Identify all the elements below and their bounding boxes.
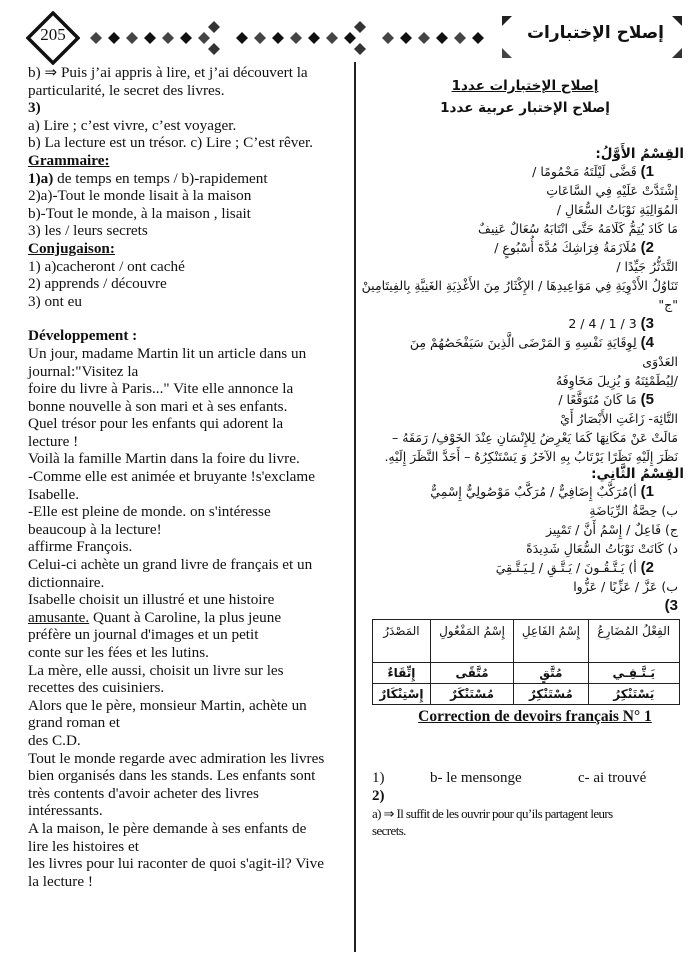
arabic-answer-line <box>366 352 684 371</box>
item-text: أ) يَـتَّـقُـونَ / يَـتَّـقِ / لِـيَـتَّـقِيَ <box>495 560 641 575</box>
text-line: Isabelle. <box>28 485 80 503</box>
item-text: "ج" <box>658 297 678 312</box>
text-line: Tout le monde regarde avec admiration les livres <box>28 749 325 767</box>
arabic-answer-line <box>366 539 684 558</box>
arabic-answer-line <box>366 295 684 314</box>
item-text: 3 / 1 / 4 / 2 <box>568 316 641 331</box>
text-line: bien organisés dans les stands. Les enfants sont <box>28 767 316 785</box>
arabic-answer-line <box>366 181 684 200</box>
arabic-answer-line <box>366 596 684 615</box>
column-divider <box>354 62 356 952</box>
text-span: Quant à Caroline, la plus jeune <box>89 608 282 626</box>
diamond-icon <box>400 32 412 44</box>
text-line: journal:"Visitez la <box>28 362 139 380</box>
diamond-icon <box>354 21 366 33</box>
answer-b: b- le mensonge <box>430 770 522 786</box>
text-line: recettes des cuisiniers. <box>28 679 165 697</box>
table-header-cell: إِسْمُ الفَاعِلِ <box>514 620 588 663</box>
text-line: La mère, elle aussi, choisit un livre sur les <box>28 661 284 679</box>
diamond-icon <box>126 32 138 44</box>
arabic-answer-line <box>366 558 684 577</box>
developpement-text-part1 <box>28 345 346 609</box>
text-line: conte sur les fées et les lutins. <box>28 644 209 661</box>
table-cell: مُتَّقٍ <box>514 663 588 684</box>
text-line: 1) a)cacheront / ont caché <box>28 257 185 275</box>
diamond-ornament-row <box>84 18 484 58</box>
table-cell: يَـتَّـقِـي <box>588 663 679 684</box>
table-cell: يَسْتَنْكِرُ <box>588 684 679 705</box>
arabic-answer-line <box>366 482 684 501</box>
text-line: Isabelle choisit un illustré et une histoire <box>28 591 275 609</box>
table-cell: مُسْتَنْكَرٌ <box>430 684 513 705</box>
header-title: إصلاح الإختبارات <box>526 23 664 43</box>
arabic-answer-line <box>366 200 684 219</box>
arabic-answer-line <box>366 314 684 333</box>
text-line: Un jour, madame Martin lit un article dans un <box>28 344 307 362</box>
arabic-answer-line <box>366 428 684 447</box>
text-line: Celui-ci achète un grand livre de français et un <box>28 556 313 574</box>
question-label: 1) <box>372 770 385 786</box>
text-line: a) Lire ; c’est vivre, c’est voyager. <box>28 116 237 134</box>
item-text: مَالَتْ عَنْ مَكَانِهَا كَمَا يَعْرِضُ لِلإِنْسَانِ عِنْدَ الخَوْفِ/ رَمَقَهُ – <box>392 430 678 445</box>
item-number: 3) <box>640 315 654 332</box>
arabic-answer-line <box>366 390 684 409</box>
text-line: A la maison, le père demande à ses enfants de <box>28 819 307 837</box>
text-line: 2)a)-Tout le monde lisait à la maison <box>28 187 252 205</box>
header-title-box <box>500 12 684 62</box>
text-line: dictionnaire. <box>28 573 105 591</box>
french-correction-title: Correction de devoirs français N° 1 <box>418 708 652 725</box>
text-line: -Comme elle est animée et bruyante !s'exclame <box>28 468 315 486</box>
text-line: lire les histoires et <box>28 837 139 855</box>
arabic-answer-line <box>366 409 684 428</box>
section-1-title: القِسْمُ الأَوَّلُ: <box>595 146 684 162</box>
item-text: المُوَالِيَةِ نَوْبَاتُ السُّعَالِ / <box>556 202 678 217</box>
diamond-icon <box>236 32 248 44</box>
text-line: les livres pour lui raconter de quoi s'agit-il? Vive <box>28 855 324 873</box>
table-cell: مُسْتَنْكِرٌ <box>514 684 588 705</box>
item-label: 1)a) <box>28 169 54 187</box>
item-text: د) كَانَتْ نَوْبَاتُ السُّعَالِ شَدِيدَةً <box>526 541 678 556</box>
item-number: 4) <box>640 334 654 351</box>
arabic-answer-line <box>366 162 684 181</box>
diamond-icon <box>344 32 356 44</box>
arabic-answer-line <box>366 333 684 352</box>
conjugaison-heading: Conjugaison: <box>28 239 115 257</box>
diamond-icon <box>144 32 156 44</box>
table-header-cell: الفِعْلُ المُضَارِعُ <box>588 620 679 663</box>
text-line: Quel trésor pour les enfants qui adorent la <box>28 415 284 433</box>
arabic-heading-1: إصلاح الإختبارات عدد1 <box>451 78 599 94</box>
table-header-row <box>373 620 680 663</box>
item-text: مُلَازَمَةُ فِرَاشِكَ مُدَّةَ أُسْبُوعٍ / <box>494 240 641 255</box>
item-number: 2) <box>640 559 654 576</box>
text-line: Voilà la famille Martin dans la foire du livre. <box>28 450 300 468</box>
underlined-word: amusante. <box>28 608 90 626</box>
item-number: 5) <box>640 391 654 408</box>
item-text: نَظَرَ إِلَيْهِ نَظَرًا يَرْتَابُ بِهِ الآخَرُ وَ يَسْتَنْكِرُهُ – أَحَدَّ النَّظَرَ إِلَيْهِ. <box>384 449 678 464</box>
grammaire-heading: Grammaire: <box>28 151 110 169</box>
diamond-icon <box>290 32 302 44</box>
developpement-text-part2 <box>28 626 346 890</box>
table-cell: إِتِّقَاءٌ <box>373 663 431 684</box>
arabic-answer-line <box>366 520 684 539</box>
diamond-icon <box>208 43 220 55</box>
diamond-icon <box>308 32 320 44</box>
item-text: إِشْتَدَّتْ عَلَيْهِ فِي السَّاعَاتِ <box>546 183 678 198</box>
item-text: ب) عَزَّ / عَزِّيًا / عَزُّوا <box>573 579 678 594</box>
developpement-heading: Développement : <box>28 327 138 345</box>
item-text: /لِيُطَمْئِنَهُ وَ يُزِيلَ مَخَاوِفَهُ <box>555 373 678 388</box>
diamond-icon <box>454 32 466 44</box>
question-label: 3) <box>28 99 41 117</box>
question-label: 2) <box>372 787 385 804</box>
diamond-icon <box>326 32 338 44</box>
diamond-icon <box>198 32 210 44</box>
arabic-heading-2: إصلاح الإختبار عربية عدد1 <box>440 100 610 116</box>
text-line: affirme François. <box>28 538 133 556</box>
arabic-answer-line <box>361 276 684 295</box>
text-line: grand roman et <box>28 714 120 732</box>
item-text: ج) فَاعِلٌ / إِسْمُ أَنَّ / تَمْيِيز <box>546 522 678 537</box>
diamond-icon <box>418 32 430 44</box>
arabic-answer-line <box>366 257 684 276</box>
item-text: مَا كَانَ مُتَوَقَّعًا / <box>558 392 641 407</box>
page-number: 205 <box>40 25 66 44</box>
item-text: أ)مُرَكَّبٌ إِضَافِيٌّ / مُرَكَّبٌ مَوْصُولِيٌّ إِسْمِيٌّ <box>430 484 641 499</box>
diamond-icon <box>382 32 394 44</box>
text-line <box>28 609 346 627</box>
arabic-answer-line <box>366 447 684 466</box>
table-header-cell: المَصْدَرُ <box>373 620 431 663</box>
text-line: b)-Tout le monde, à la maison , lisait <box>28 204 251 222</box>
table-row <box>373 684 680 705</box>
text-line: 2) apprends / découvre <box>28 275 167 293</box>
item-number: 3) <box>664 597 678 614</box>
table-cell: مُتَّقًى <box>430 663 513 684</box>
diamond-icon <box>108 32 120 44</box>
text-line: beaucoup à la lecture! <box>28 520 162 538</box>
diamond-icon <box>272 32 284 44</box>
table-cell: إِسْتِنْكَارٌ <box>373 684 431 705</box>
text-line: b) ⇒ Puis j’ai appris à lire, et j’ai découvert la <box>28 64 308 81</box>
item-text: لِوِقَايَةِ نَفْسِهِ وَ المَرْضَى الَّذِينَ سَيَفْحَصُهُمْ مِنَ <box>409 335 641 350</box>
text-line: la lecture ! <box>28 872 93 890</box>
item-text: العَدْوَى <box>642 354 678 369</box>
french-q1-line <box>366 770 684 788</box>
text-line: bonne nouvelle à son mari et à ses enfants. <box>28 397 288 415</box>
text-line: a) ⇒ Il suffit de les ouvrir pour qu’ils partagent leurs <box>372 806 613 822</box>
item-number: 1) <box>640 163 654 180</box>
answer-c: c- ai trouvé <box>578 770 647 786</box>
left-column-french <box>28 64 346 890</box>
section-2-lines <box>366 482 684 615</box>
section-2-title: القِسْمُ الثَّانِي: <box>591 466 684 482</box>
diamond-icon <box>162 32 174 44</box>
diamond-icon <box>472 32 484 44</box>
item-text: قَضَّى لَيْلَتَهُ مَحْمُومًا / <box>532 164 641 179</box>
arabic-answer-line <box>366 371 684 390</box>
text-line: foire du livre à Paris..." Vite elle annonce la <box>28 380 294 398</box>
diamond-icon <box>436 32 448 44</box>
derivation-table <box>372 619 680 705</box>
right-column-arabic <box>361 64 684 839</box>
section-1-lines <box>361 162 684 466</box>
diamond-icon <box>90 32 102 44</box>
arabic-answer-line <box>366 501 684 520</box>
text-line: -Elle est pleine de monde. on s'intéresse <box>28 503 271 521</box>
text-line: secrets. <box>372 823 406 839</box>
text-line: b) La lecture est un trésor. c) Lire ; C’est rêver. <box>28 134 314 152</box>
arabic-answer-line <box>366 219 684 238</box>
text-line: particularité, le secret des livres. <box>28 81 225 99</box>
text-line: préfère un journal d'images et un petit <box>28 626 259 644</box>
text-line: 3) les / leurs secrets <box>28 222 148 240</box>
item-text: التَّدَثُّرُ جَيِّدًا / <box>616 259 678 274</box>
page-header <box>0 0 692 64</box>
text-line: très contents d'avoir acheter des livres <box>28 784 259 802</box>
item-text: تَنَاوُلُ الأَدْوِيَةِ فِي مَوَاعِيدِهَا / الإِكْثَارُ مِنَ الأَغْذِيَةِ الغَنِيَّةِ بِالفِيتَامِينْ <box>361 278 678 293</box>
item-number: 1) <box>640 483 654 500</box>
item-text: مَا كَادَ يُتِمُّ كَلَامَهُ حَتَّى انْتَابَهُ سُعَالٌ عَنِيفٌ <box>478 221 678 236</box>
table-header-cell: إِسْمُ المَفْعُولِ <box>430 620 513 663</box>
diamond-icon <box>180 32 192 44</box>
text-line <box>28 170 346 188</box>
text-line: Alors que le père, monsieur Martin, achète un <box>28 696 307 714</box>
diamond-icon <box>254 32 266 44</box>
text-line: 3) ont eu <box>28 292 82 310</box>
table-row <box>373 663 680 684</box>
diamond-icon <box>208 21 220 33</box>
item-number: 2) <box>640 239 654 256</box>
text-line: lecture ! <box>28 432 79 450</box>
text-line: intéressants. <box>28 802 103 820</box>
item-text: التَّائِهَ- زَاغَتِ الأَبْصَارُ أَيْ <box>560 411 678 426</box>
item-text: ب) حِصَّةُ الرِّيَاضَةِ <box>589 503 678 518</box>
item-text: de temps en temps / b)-rapidement <box>53 169 268 187</box>
diamond-icon <box>354 43 366 55</box>
text-line: des C.D. <box>28 731 81 749</box>
arabic-answer-line <box>366 577 684 596</box>
arabic-answer-line <box>366 238 684 257</box>
